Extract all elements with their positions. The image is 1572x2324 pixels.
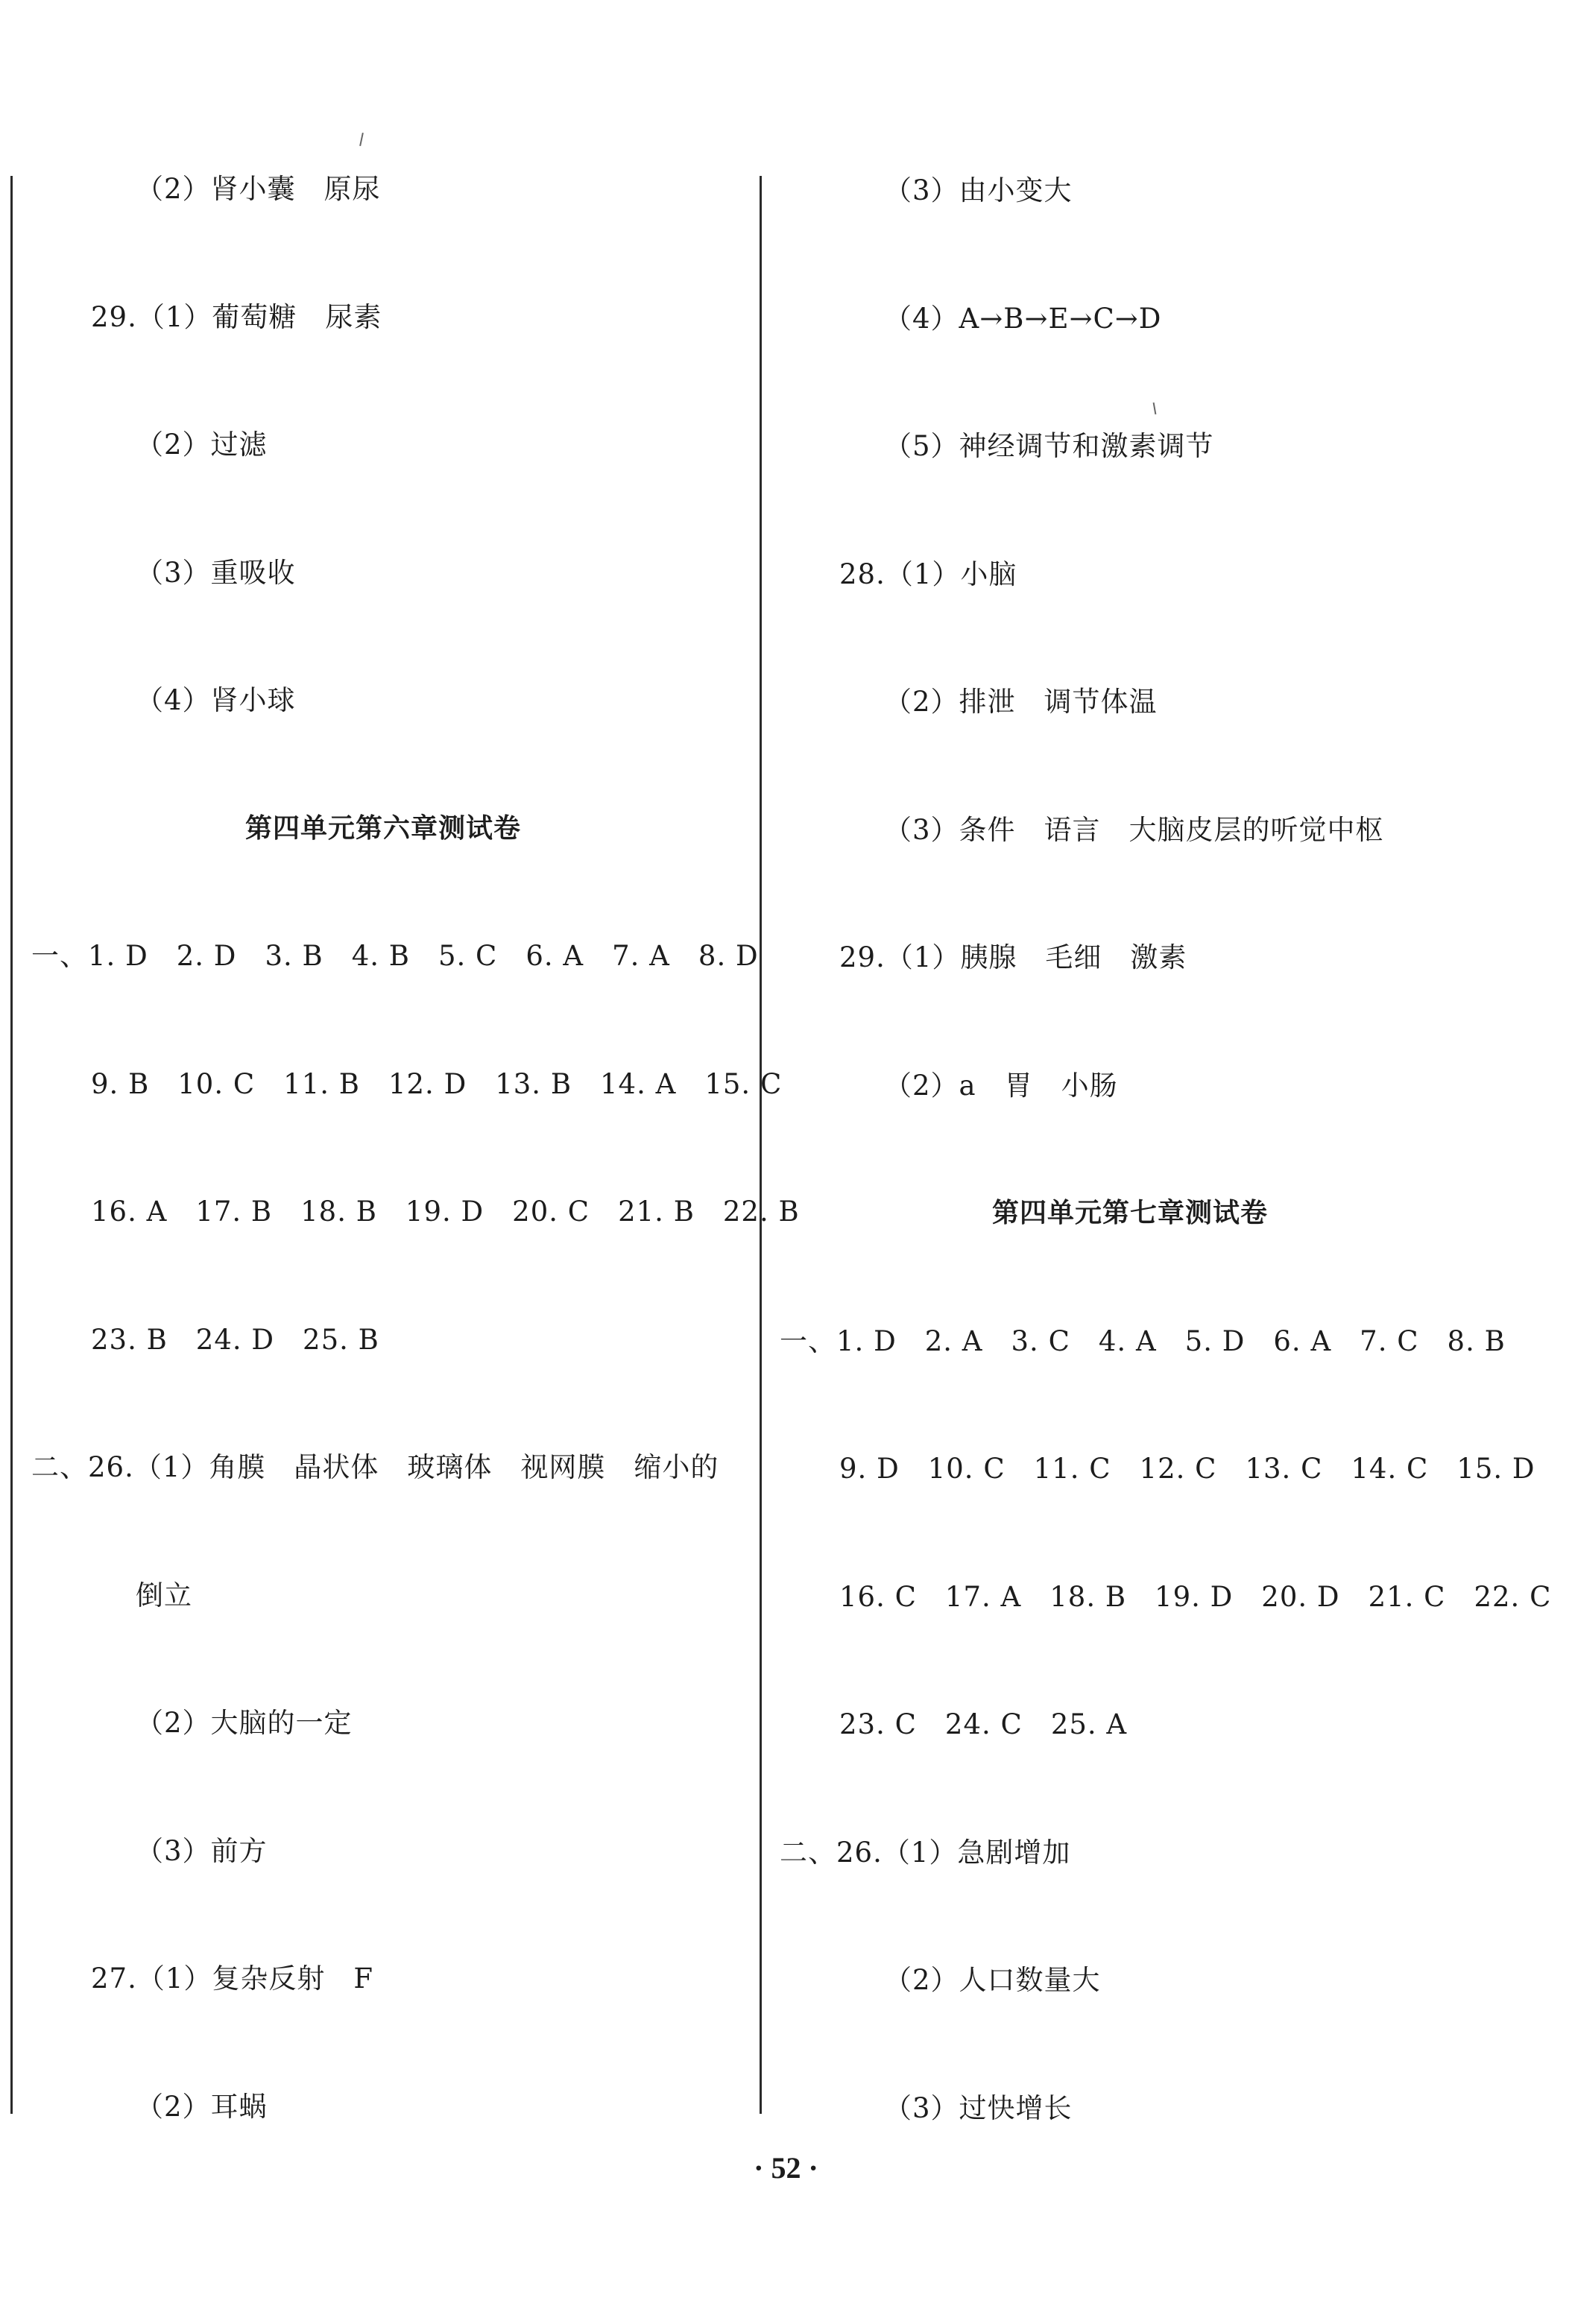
answer-line: （3）重吸收 xyxy=(136,556,296,589)
answer-line: （4）肾小球 xyxy=(136,684,296,716)
answer-line: （2）人口数量大 xyxy=(884,1964,1101,1996)
answer-line: （2）大脑的一定 xyxy=(136,1707,353,1739)
answer-line: 倒立 xyxy=(136,1579,192,1611)
answer-line: （5）神经调节和激素调节 xyxy=(884,430,1214,462)
answer-line: 一、1. D 2. D 3. B 4. B 5. C 6. A 7. A 8. D xyxy=(31,940,759,972)
answer-line: （4）A→B→E→C→D xyxy=(884,302,1162,335)
answer-line: （3）前方 xyxy=(136,1834,268,1867)
answer-line: 二、26.（1）角膜 晶状体 玻璃体 视网膜 缩小的 xyxy=(31,1451,719,1483)
answer-line: 23. C 24. C 25. A xyxy=(839,1708,1128,1740)
answer-line: 二、26.（1）急剧增加 xyxy=(780,1836,1071,1869)
answer-line: （2）耳蜗 xyxy=(136,2090,268,2123)
answer-line: 29.（1）胰腺 毛细 激素 xyxy=(839,941,1187,973)
section-heading: 第四单元第六章测试卷 xyxy=(244,812,521,844)
answer-line: 29.（1）葡萄糖 尿素 xyxy=(91,300,382,333)
answer-line: 16. A 17. B 18. B 19. D 20. C 21. B 22. B xyxy=(91,1196,800,1228)
answer-line: （2）排泄 调节体温 xyxy=(884,686,1158,718)
answer-line: （2）过滤 xyxy=(136,429,268,461)
answer-line: （3）由小变大 xyxy=(884,174,1073,206)
answer-line: 一、1. D 2. A 3. C 4. A 5. D 6. A 7. C 8. B xyxy=(780,1324,1506,1357)
scan-mark xyxy=(359,133,364,146)
answer-line: 28.（1）小脑 xyxy=(839,558,1017,590)
center-column-rule xyxy=(760,176,762,2114)
answer-line: （3）条件 语言 大脑皮层的听觉中枢 xyxy=(884,813,1384,846)
answer-line: 16. C 17. A 18. B 19. D 20. D 21. C 22. C xyxy=(839,1580,1552,1613)
left-margin-rule xyxy=(10,176,13,2114)
scan-mark xyxy=(1153,402,1157,414)
answer-line: 23. B 24. D 25. B xyxy=(91,1323,379,1356)
answer-line: （2）肾小囊 原尿 xyxy=(136,173,381,205)
answer-line: （2）a 胃 小肠 xyxy=(884,1069,1118,1102)
section-heading: 第四单元第七章测试卷 xyxy=(991,1198,1268,1228)
answer-line: 9. B 10. C 11. B 12. D 13. B 14. A 15. C xyxy=(91,1067,783,1100)
answer-line: 27.（1）复杂反射 F xyxy=(91,1963,374,1995)
page-number: · 52 · xyxy=(754,2151,818,2185)
answer-line: （3）过快增长 xyxy=(884,2091,1073,2124)
answer-line: 9. D 10. C 11. C 12. C 13. C 14. C 15. D xyxy=(839,1453,1535,1485)
